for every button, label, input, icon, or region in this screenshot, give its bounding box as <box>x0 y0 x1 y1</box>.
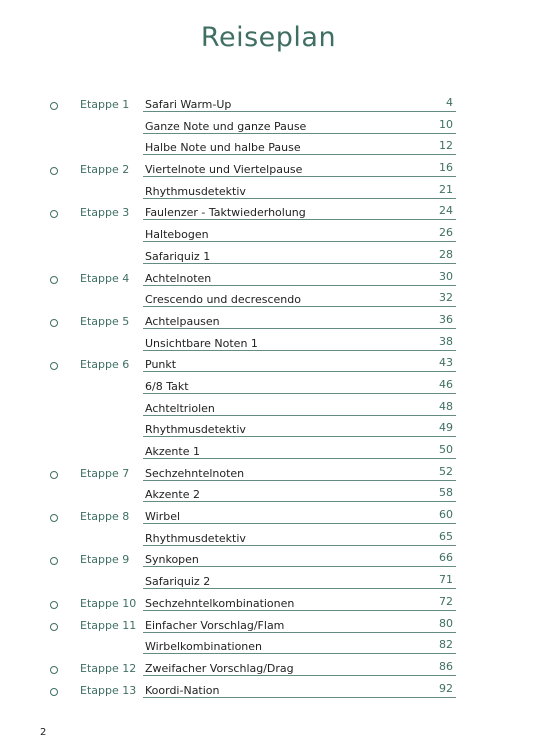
stage-label: Etappe 2 <box>80 163 130 177</box>
checkbox-circle-icon[interactable] <box>50 319 58 327</box>
toc-row <box>0 95 537 117</box>
underline-divider <box>143 545 456 546</box>
stage-label: Etappe 8 <box>80 510 130 524</box>
underline-divider <box>143 675 456 676</box>
page-ref: 32 <box>439 291 453 305</box>
stage-label: Etappe 4 <box>80 271 130 285</box>
page-ref: 21 <box>439 182 453 196</box>
page-ref: 65 <box>439 529 453 543</box>
page-title: Reiseplan <box>200 22 337 53</box>
topic-label: Achteltriolen <box>145 401 215 415</box>
page-ref: 60 <box>439 508 453 522</box>
page-ref: 80 <box>439 616 453 630</box>
underline-divider <box>143 653 456 654</box>
stage-label: Etappe 3 <box>80 206 130 220</box>
page-ref: 26 <box>439 226 453 240</box>
topic-label: Safariquiz 2 <box>145 575 211 589</box>
stage-label: Etappe 5 <box>80 314 130 328</box>
page-ref: 92 <box>439 681 453 695</box>
toc-row <box>0 117 537 139</box>
underline-divider <box>143 697 456 698</box>
toc-row <box>0 529 537 551</box>
underline-divider <box>143 458 456 459</box>
stage-label: Etappe 12 <box>80 661 137 675</box>
underline-divider <box>143 219 456 220</box>
underline-divider <box>143 415 456 416</box>
underline-divider <box>143 588 456 589</box>
table-of-contents <box>0 95 537 702</box>
underline-divider <box>143 328 456 329</box>
topic-label: Rhythmusdetektiv <box>145 184 246 198</box>
checkbox-circle-icon[interactable] <box>50 210 58 218</box>
topic-label: Rhythmusdetektiv <box>145 423 246 437</box>
topic-label: Achtelnoten <box>145 271 212 285</box>
page-ref: 50 <box>439 443 453 456</box>
checkbox-circle-icon[interactable] <box>50 623 58 631</box>
toc-row <box>0 507 537 529</box>
checkbox-circle-icon[interactable] <box>50 276 58 284</box>
page-ref: 38 <box>439 334 453 348</box>
topic-label: Unsichtbare Noten 1 <box>145 336 258 350</box>
underline-divider <box>143 263 456 264</box>
stage-label: Etappe 1 <box>80 98 130 111</box>
checkbox-circle-icon[interactable] <box>50 601 58 609</box>
page-ref: 12 <box>439 139 453 153</box>
topic-label: Crescendo und decrescendo <box>145 293 301 307</box>
topic-label: Faulenzer - Taktwiederholung <box>145 206 306 220</box>
underline-divider <box>143 111 456 112</box>
underline-divider <box>143 241 456 242</box>
page-ref: 24 <box>439 204 453 218</box>
stage-label: Etappe 9 <box>80 553 130 567</box>
toc-row <box>0 637 537 659</box>
checkbox-circle-icon[interactable] <box>50 557 58 565</box>
topic-label: Haltebogen <box>145 228 209 242</box>
page-ref: 71 <box>439 573 453 587</box>
page-ref: 66 <box>439 551 453 565</box>
underline-divider <box>143 371 456 372</box>
toc-row <box>0 616 537 638</box>
stage-label: Etappe 13 <box>80 683 137 697</box>
checkbox-circle-icon[interactable] <box>50 102 58 110</box>
page-number: 2 <box>40 727 47 738</box>
page-ref: 30 <box>439 269 453 283</box>
toc-row <box>0 355 537 377</box>
page-ref: 10 <box>439 117 453 131</box>
stage-label: Etappe 10 <box>80 596 137 610</box>
topic-label: Ganze Note und ganze Pause <box>145 119 307 133</box>
toc-row <box>0 681 537 703</box>
page-ref: 49 <box>439 421 453 435</box>
underline-divider <box>143 350 456 351</box>
topic-label: Akzente 2 <box>145 488 200 502</box>
underline-divider <box>143 198 456 199</box>
page-ref: 28 <box>439 247 453 261</box>
stage-label: Etappe 11 <box>80 618 137 632</box>
topic-label: Achtelpausen <box>145 314 220 328</box>
checkbox-circle-icon[interactable] <box>50 688 58 696</box>
topic-label: Punkt <box>145 358 177 372</box>
toc-row <box>0 160 537 182</box>
underline-divider <box>143 393 456 394</box>
checkbox-circle-icon[interactable] <box>50 666 58 674</box>
toc-row <box>0 182 537 204</box>
toc-row <box>0 659 537 681</box>
page-ref: 86 <box>439 659 453 673</box>
page-ref: 72 <box>439 594 453 608</box>
topic-label: Wirbelkombinationen <box>145 640 263 654</box>
checkbox-circle-icon[interactable] <box>50 167 58 175</box>
toc-row <box>0 290 537 312</box>
topic-label: Zweifacher Vorschlag/Drag <box>145 661 294 675</box>
underline-divider <box>143 436 456 437</box>
underline-divider <box>143 523 456 524</box>
underline-divider <box>143 133 456 134</box>
topic-label: Sechzehntelnoten <box>145 466 245 480</box>
toc-row <box>0 442 537 464</box>
underline-divider <box>143 154 456 155</box>
page-ref: 58 <box>439 486 453 500</box>
topic-label: Viertelnote und Viertelpause <box>145 163 303 177</box>
toc-row <box>0 420 537 442</box>
page-ref: 52 <box>439 464 453 478</box>
toc-row <box>0 138 537 160</box>
toc-row <box>0 312 537 334</box>
toc-row <box>0 464 537 486</box>
underline-divider <box>143 610 456 611</box>
page-ref: 43 <box>439 356 453 370</box>
toc-row <box>0 399 537 421</box>
toc-row <box>0 225 537 247</box>
page-ref: 46 <box>439 377 453 391</box>
topic-label: Akzente 1 <box>145 445 200 458</box>
underline-divider <box>143 632 456 633</box>
toc-row <box>0 594 537 616</box>
toc-row <box>0 334 537 356</box>
topic-label: Synkopen <box>145 553 199 567</box>
page-ref: 36 <box>439 312 453 326</box>
page-ref: 48 <box>439 399 453 413</box>
topic-label: Einfacher Vorschlag/Flam <box>145 618 285 632</box>
underline-divider <box>143 501 456 502</box>
stage-label: Etappe 6 <box>80 358 130 372</box>
underline-divider <box>143 566 456 567</box>
toc-row <box>0 550 537 572</box>
topic-label: Wirbel <box>145 510 181 524</box>
toc-row <box>0 572 537 594</box>
stage-label: Etappe 7 <box>80 466 130 480</box>
toc-row <box>0 485 537 507</box>
topic-label: Koordi-Nation <box>145 683 220 697</box>
toc-row <box>0 203 537 225</box>
topic-label: Safariquiz 1 <box>145 249 211 263</box>
topic-label: Halbe Note und halbe Pause <box>145 141 301 155</box>
page-ref: 4 <box>446 96 453 109</box>
toc-row <box>0 269 537 291</box>
topic-label: Sechzehntelkombinationen <box>145 596 295 610</box>
underline-divider <box>143 176 456 177</box>
toc-row <box>0 377 537 399</box>
topic-label: 6/8 Takt <box>145 379 189 393</box>
page-ref: 16 <box>439 161 453 175</box>
checkbox-circle-icon[interactable] <box>50 514 58 522</box>
underline-divider <box>143 306 456 307</box>
checkbox-circle-icon[interactable] <box>50 362 58 370</box>
underline-divider <box>143 285 456 286</box>
topic-label: Safari Warm-Up <box>145 98 232 111</box>
topic-label: Rhythmusdetektiv <box>145 531 246 545</box>
underline-divider <box>143 480 456 481</box>
page-ref: 82 <box>439 638 453 652</box>
checkbox-circle-icon[interactable] <box>50 471 58 479</box>
toc-row <box>0 247 537 269</box>
